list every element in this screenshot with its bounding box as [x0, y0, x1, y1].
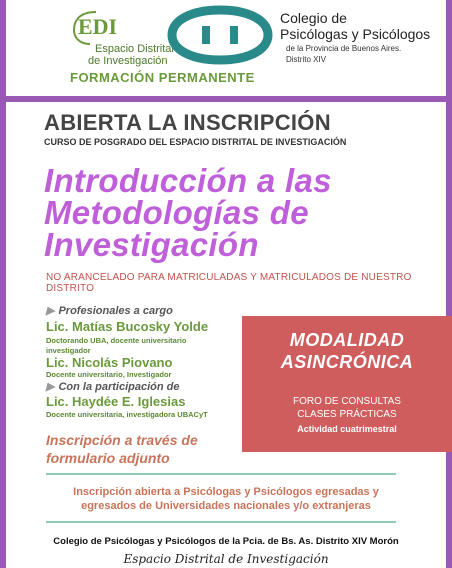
- colegio-line1: Colegio de: [280, 10, 347, 26]
- header-divider: [6, 96, 446, 102]
- colegio-line4: Distrito XIV: [286, 55, 327, 64]
- modalidad-box: [242, 316, 452, 452]
- footer-line2: Espacio Distrital de Investigación: [123, 552, 329, 566]
- inscripcion-abierta-line1: Inscripción abierta a Psicólogas y Psicólogos egresadas y: [73, 486, 379, 498]
- colegio-logo-icon: [166, 4, 274, 66]
- inscripcion-line1: Inscripción a través de: [46, 432, 198, 448]
- staff-desc-2: Docente universitario, Investigador: [46, 370, 172, 379]
- profesionales-label-row: [46, 304, 173, 317]
- divider-bottom: [46, 521, 396, 523]
- inscripcion-abierta-line2: egresados de Universidades nacionales y/o extranjeras: [81, 500, 371, 512]
- headline: ABIERTA LA INSCRIPCIÓN: [44, 110, 331, 135]
- staff-desc-1: Doctorando UBA, docente universitario investigador: [46, 336, 187, 355]
- course-title-line1: Introducción a las: [44, 162, 332, 199]
- edi-line1: Espacio Distrital: [95, 43, 174, 55]
- course-title-line3: Investigación: [44, 226, 259, 263]
- modalidad-line2: ASINCRÓNICA: [280, 352, 414, 372]
- participacion-label: Con la participación de: [58, 381, 180, 393]
- colegio-line2: Psicólogas y Psicólogos: [280, 26, 431, 42]
- formacion-permanente: FORMACIÓN PERMANENTE: [70, 70, 255, 85]
- edi-logo-text: EDI: [78, 14, 118, 39]
- course-title-line2: Metodologías de: [44, 194, 309, 231]
- modalidad-line3: FORO DE CONSULTAS: [293, 396, 401, 407]
- edi-line2: de Investigación: [88, 55, 168, 67]
- subhead: CURSO DE POSGRADO DEL ESPACIO DISTRITAL DE INVESTIGACIÓN: [44, 137, 347, 147]
- profesionales-label: Profesionales a cargo: [58, 305, 173, 317]
- modalidad-line1: MODALIDAD: [289, 330, 405, 350]
- no-arancelado-note: NO ARANCELADO PARA MATRICULADAS Y MATRICULADOS DE NUESTRO DISTRITO: [46, 272, 412, 294]
- arrow-right-icon: ▶: [46, 381, 55, 393]
- footer-line1: Colegio de Psicólogas y Psicólogos de la Pcia. de Bs. As. Distrito XIV Morón: [53, 536, 399, 547]
- staff-desc-3: Docente universitaria, investigadora UBACyT: [46, 410, 208, 419]
- participacion-label-row: [46, 380, 180, 393]
- arrow-right-icon: ▶: [46, 305, 55, 317]
- colegio-line3: de la Provincia de Buenos Aires.: [286, 44, 402, 53]
- staff-name-3: Lic. Haydée E. Iglesias: [46, 394, 186, 409]
- modalidad-line4: CLASES PRÁCTICAS: [297, 409, 397, 420]
- staff-name-1: Lic. Matías Bucosky Yolde: [46, 319, 209, 334]
- staff-name-2: Lic. Nicolás Piovano: [46, 355, 173, 370]
- divider-top: [46, 473, 396, 475]
- modalidad-line5: Actividad cuatrimestral: [297, 424, 397, 434]
- inscripcion-line2: formulario adjunto: [46, 450, 170, 466]
